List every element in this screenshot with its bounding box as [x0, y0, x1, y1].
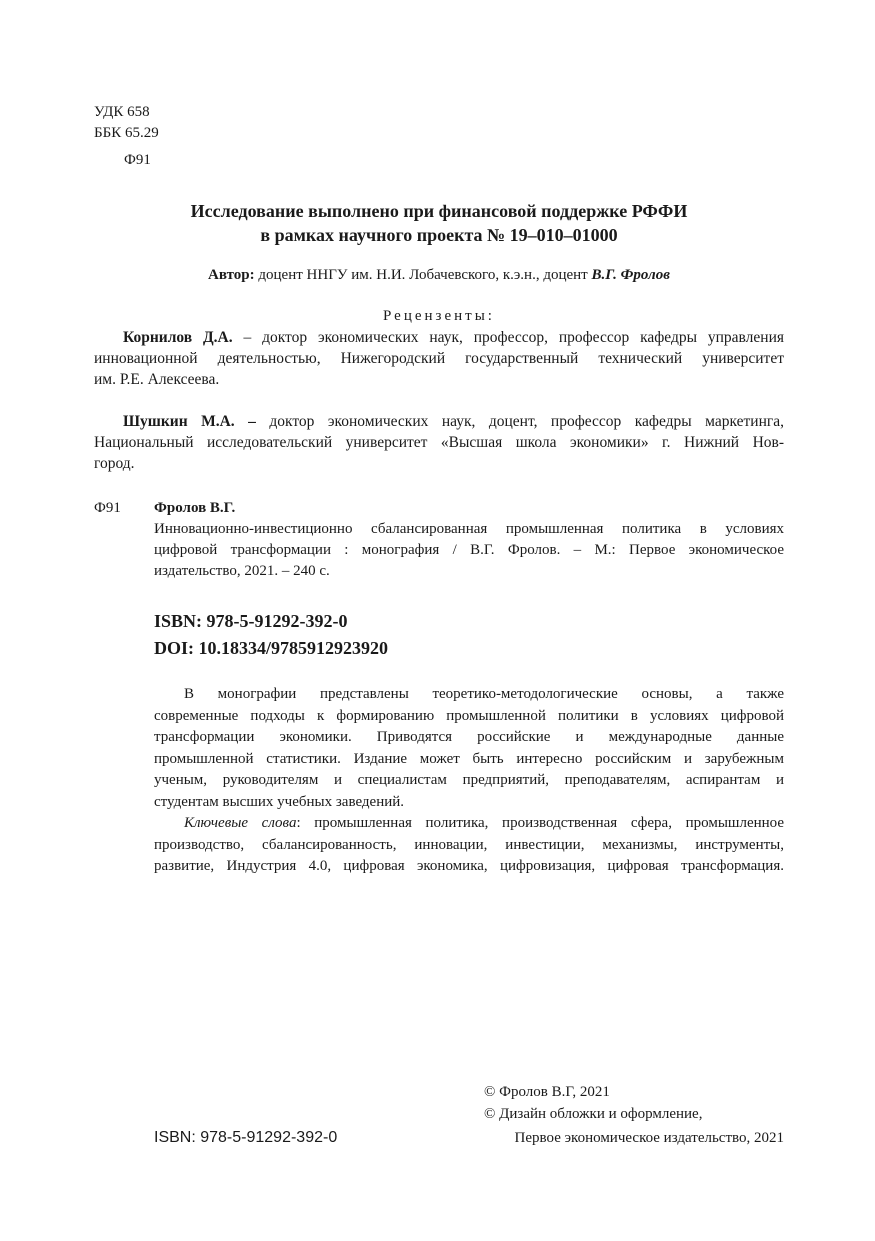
- author-name: В.Г. Фролов: [591, 267, 670, 283]
- abstract-line-2: современные подходы к формированию промышленной политики в условиях цифровой: [154, 707, 784, 724]
- catalog-line-1: Инновационно-инвестиционно сбалансированная промышленная политика в условиях: [154, 521, 784, 537]
- reviewer-2-line-3: город.: [94, 455, 135, 472]
- catalog-line-2: цифровой трансформации : монография / В.Г. Фролов. – М.: Первое экономическое: [154, 542, 784, 558]
- reviewer-2-name: Шушкин М.А. –: [123, 413, 256, 430]
- reviewer-2: [94, 411, 784, 474]
- abstract-line-4: промышленной статистики. Издание может быть интересно российским и зарубежным: [154, 750, 784, 767]
- doi: DOI: 10.18334/9785912923920: [154, 638, 388, 658]
- reviewer-2-line-2: Национальный исследовательский университет «Высшая школа экономики» г. Нижний Нов-: [94, 434, 784, 451]
- keywords-line-2: производство, сбалансированность, инновации, инвестиции, механизмы, инструменты,: [154, 836, 784, 853]
- author-sign-code: Ф91: [124, 152, 151, 168]
- reviewer-2-line-1: [94, 411, 784, 432]
- funding-notice: [94, 199, 784, 247]
- reviewer-2-desc: доктор экономических наук, доцент, профессор кафедры маркетинга,: [255, 413, 784, 430]
- udk-code: УДК 658: [94, 104, 150, 120]
- funding-line-2: в рамках научного проекта № 19–010–01000: [260, 225, 618, 245]
- abstract-line-6: студентам высших учебных заведений.: [154, 793, 405, 810]
- keywords-label: Ключевые слова: [184, 815, 297, 831]
- catalog-entry: [154, 498, 784, 582]
- author-label: Автор:: [208, 267, 255, 283]
- copyright-author: © Фролов В.Г, 2021: [484, 1084, 610, 1100]
- footer-isbn: ISBN: 978-5-91292-392-0: [154, 1129, 338, 1146]
- reviewer-1-name: Корнилов Д.А.: [123, 329, 233, 346]
- reviewer-1: [94, 327, 784, 390]
- reviewer-1-line-2: инновационной деятельностью, Нижегородский государственный технический университет: [94, 350, 784, 367]
- keywords-line-3: развитие, Индустрия 4.0, цифровая экономика, цифровизация, цифровая трансформация.: [154, 858, 784, 874]
- keywords-line-1: [154, 813, 784, 835]
- catalog-code: Ф91: [94, 500, 121, 516]
- funding-line-1: Исследование выполнено при финансовой поддержке РФФИ: [190, 201, 688, 221]
- reviewer-1-desc: – доктор экономических наук, профессор, профессор кафедры управления: [232, 329, 784, 346]
- abstract-line-3: трансформации экономики. Приводятся российские и международные данные: [154, 729, 784, 745]
- footer-publisher: Первое экономическое издательство, 2021: [514, 1130, 784, 1146]
- author-affiliation: доцент ННГУ им. Н.И. Лобачевского, к.э.н., доцент: [254, 267, 592, 283]
- reviewers-heading: Рецензенты:: [383, 308, 495, 324]
- abstract: [154, 684, 784, 878]
- catalog-line-3: издательство, 2021. – 240 с.: [154, 563, 330, 579]
- copyright-design: © Дизайн обложки и оформление,: [484, 1106, 703, 1122]
- bbk-code: ББК 65.29: [94, 125, 159, 141]
- catalog-author: Фролов В.Г.: [154, 500, 236, 516]
- reviewer-1-line-1: [94, 327, 784, 348]
- abstract-line-1: В монографии представлены теоретико-методологические основы, а также: [184, 686, 784, 702]
- abstract-line-5: ученым, руководителям и специалистам предприятий, преподавателям, аспирантам и: [154, 772, 784, 788]
- reviewer-1-line-3: им. Р.Е. Алексеева.: [94, 371, 220, 388]
- isbn-main: ISBN: 978-5-91292-392-0: [154, 611, 348, 631]
- author-line: [94, 265, 784, 285]
- keywords-start: : промышленная политика, производственная сфера, промышленное: [296, 815, 784, 831]
